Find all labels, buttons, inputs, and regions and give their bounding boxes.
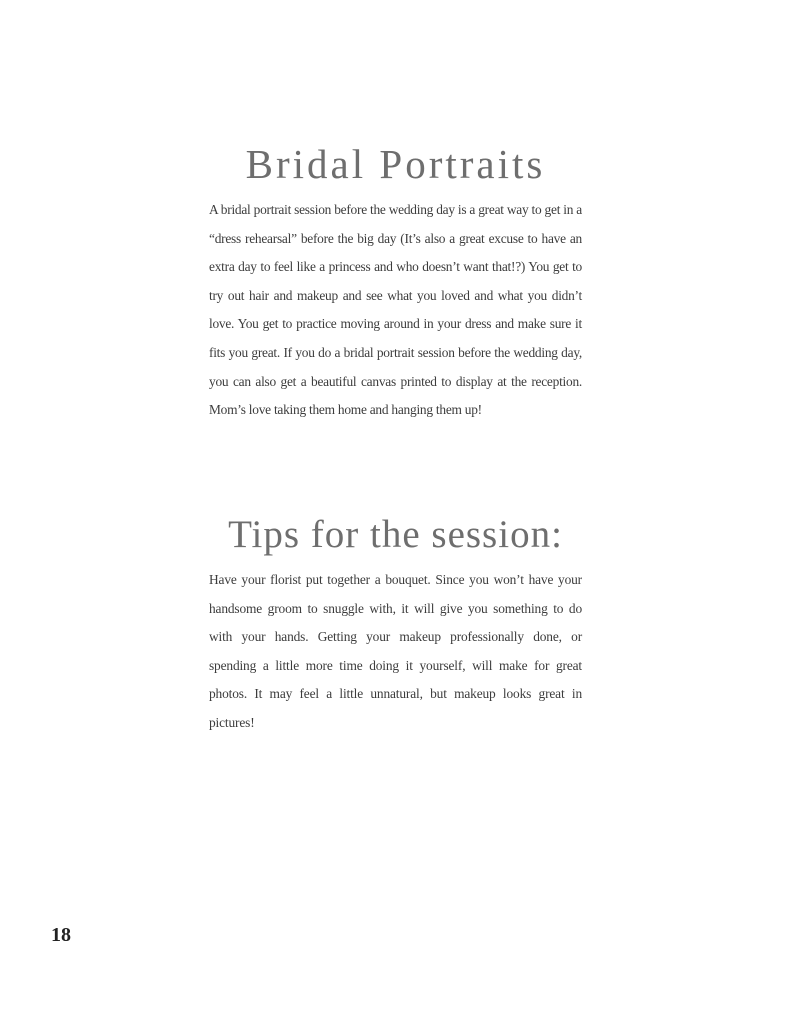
section-title-tips: Tips for the session: xyxy=(228,513,563,556)
page-number: 18 xyxy=(51,924,71,946)
section-body-bridal-portraits: A bridal portrait session before the wedding day is a great way to get in a “dress rehearsal” before the big day (It’s also a great excuse to have an extra day to feel like a princess and who doesn’t want that!?) You get to try out hair and makeup and see what you loved and what you didn’t love. You get to practice moving around in your dress and make sure it fits you great. If you do a bridal portrait session before the wedding day, you can also get a beautiful canvas printed to display at the reception. Mom’s love taking them home and hanging them up! xyxy=(209,202,582,418)
section-body-tips: Have your florist put together a bouquet. Since you won’t have your handsome groom to snuggle with, it will give you something to do with your hands. Getting your makeup professionally done, or spending a little more time doing it yourself, will make for great photos. It may feel a little unnatural, but makeup looks great in pictures! xyxy=(209,572,582,730)
section-title-bridal-portraits: Bridal Portraits xyxy=(245,141,546,187)
